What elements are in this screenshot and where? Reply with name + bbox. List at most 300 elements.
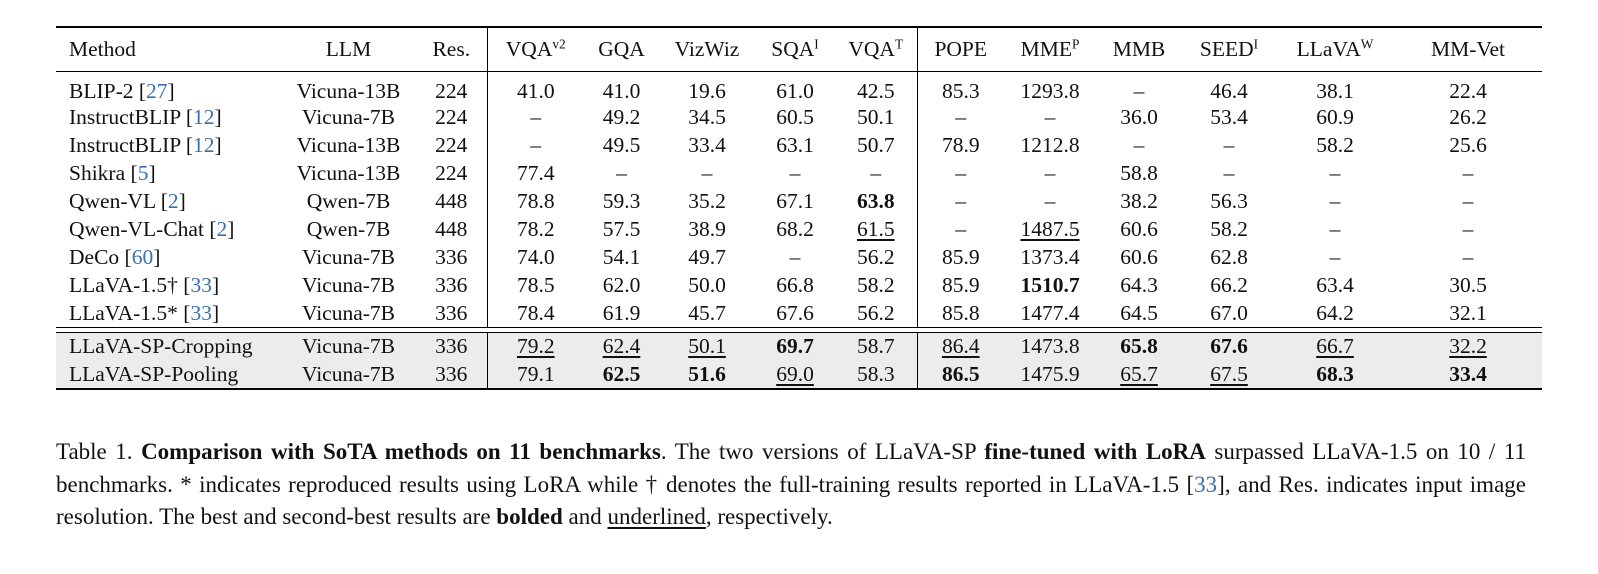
score-value: 59.3 xyxy=(602,189,641,213)
score-value: 78.4 xyxy=(516,300,555,325)
score-cell xyxy=(584,71,659,104)
score-cell xyxy=(835,300,917,328)
score-value: 60.5 xyxy=(776,105,814,129)
caption-text-4: and xyxy=(562,504,608,529)
score-cell xyxy=(487,333,584,361)
score-value: 67.5 xyxy=(1210,361,1248,386)
score-cell xyxy=(1182,244,1276,272)
score-value: – xyxy=(1223,133,1235,157)
score-cell xyxy=(1096,272,1182,300)
score-value: 78.2 xyxy=(516,217,555,241)
score-cell xyxy=(755,361,835,389)
score-value: 85.9 xyxy=(941,245,980,269)
score-value: 63.4 xyxy=(1316,273,1354,297)
score-value: 62.0 xyxy=(602,273,641,297)
score-value: 49.5 xyxy=(602,133,641,157)
score-cell xyxy=(835,244,917,272)
method-cell xyxy=(56,333,281,361)
score-value: 41.0 xyxy=(602,78,641,103)
score-value: – xyxy=(1223,161,1235,185)
method-name: LLaVA-1.5* xyxy=(69,300,178,325)
caption-title: Comparison with SoTA methods on 11 benchmarks xyxy=(141,439,661,464)
score-value: 60.6 xyxy=(1120,245,1158,269)
score-cell xyxy=(584,272,659,300)
score-value: 1475.9 xyxy=(1020,361,1080,386)
score-value: 63.1 xyxy=(776,133,814,157)
method-cell: Qwen-VL [2] xyxy=(69,189,186,213)
score-value: – xyxy=(1044,189,1056,213)
score-cell xyxy=(1394,272,1542,300)
score-value: 1477.4 xyxy=(1020,300,1080,325)
citation-link[interactable]: 5 xyxy=(137,161,149,185)
method-name: DeCo xyxy=(69,245,120,269)
score-cell xyxy=(659,244,755,272)
header-superscript: I xyxy=(1253,36,1259,52)
score-value: 65.8 xyxy=(1120,334,1158,359)
score-value: – xyxy=(870,161,882,185)
caption-text-5: , respectively. xyxy=(705,504,833,529)
llm-cell: Vicuna-13B xyxy=(296,161,401,185)
score-value: – xyxy=(789,161,801,185)
score-cell xyxy=(755,333,835,361)
score-value: – xyxy=(530,133,542,157)
citation-link[interactable]: 12 xyxy=(193,105,215,129)
score-value: 66.8 xyxy=(776,273,814,297)
score-cell xyxy=(1394,188,1542,216)
score-cell xyxy=(1096,188,1182,216)
score-cell xyxy=(1276,132,1394,160)
score-cell xyxy=(1182,333,1276,361)
score-cell xyxy=(659,216,755,244)
score-value: 32.2 xyxy=(1449,334,1487,359)
score-cell xyxy=(659,188,755,216)
table-row xyxy=(56,104,1542,132)
header-label: Res. xyxy=(432,36,471,61)
score-value: 67.0 xyxy=(1210,300,1248,325)
score-cell xyxy=(917,300,1004,328)
score-cell xyxy=(1276,71,1394,104)
score-value: 78.9 xyxy=(941,133,980,157)
score-cell xyxy=(584,104,659,132)
score-cell xyxy=(487,104,584,132)
score-cell xyxy=(1096,244,1182,272)
citation-link[interactable]: 2 xyxy=(167,189,179,213)
score-cell xyxy=(835,104,917,132)
score-cell xyxy=(1004,244,1096,272)
score-cell xyxy=(835,333,917,361)
score-value: 62.8 xyxy=(1210,245,1248,269)
score-cell xyxy=(1276,361,1394,389)
header-cell xyxy=(1096,27,1182,71)
score-cell xyxy=(1394,361,1542,389)
score-cell xyxy=(1096,104,1182,132)
score-cell xyxy=(1276,216,1394,244)
resolution-cell: 224 xyxy=(435,78,468,103)
resolution-cell: 448 xyxy=(435,217,468,241)
table-row xyxy=(56,132,1542,160)
score-value: 69.0 xyxy=(776,361,814,386)
table-row xyxy=(56,272,1542,300)
score-cell xyxy=(1182,132,1276,160)
score-value: – xyxy=(701,161,713,185)
resolution-cell: 224 xyxy=(435,161,468,185)
method-cell: LLaVA-1.5* [33] xyxy=(69,300,220,325)
score-cell xyxy=(584,160,659,188)
score-cell xyxy=(917,160,1004,188)
score-value: 38.9 xyxy=(688,217,726,241)
resolution-cell: 336 xyxy=(435,245,468,269)
method-name: InstructBLIP xyxy=(69,105,181,129)
score-cell xyxy=(1394,104,1542,132)
score-cell xyxy=(1096,71,1182,104)
score-cell xyxy=(487,272,584,300)
score-value: – xyxy=(616,161,627,185)
score-cell xyxy=(1394,333,1542,361)
score-cell xyxy=(659,272,755,300)
score-cell xyxy=(1182,188,1276,216)
score-cell xyxy=(1394,244,1542,272)
baseline-rows xyxy=(56,71,1542,328)
score-value: 50.1 xyxy=(688,334,726,359)
score-cell xyxy=(1096,132,1182,160)
score-value: – xyxy=(1044,105,1056,129)
score-value: 34.5 xyxy=(688,105,726,129)
score-value: 38.2 xyxy=(1120,189,1158,213)
score-cell xyxy=(487,71,584,104)
score-cell xyxy=(659,300,755,328)
method-cell xyxy=(56,361,281,389)
score-cell xyxy=(755,132,835,160)
score-value: 64.3 xyxy=(1120,273,1158,297)
header-cell xyxy=(835,27,917,71)
score-value: – xyxy=(1462,217,1474,241)
score-value: 51.6 xyxy=(688,361,726,386)
score-value: 85.9 xyxy=(941,273,980,297)
header-cell xyxy=(755,27,835,71)
header-label: VQA xyxy=(505,36,553,61)
score-cell xyxy=(487,160,584,188)
score-cell xyxy=(917,104,1004,132)
score-cell xyxy=(835,188,917,216)
score-cell xyxy=(1096,300,1182,328)
header-label: MMB xyxy=(1112,36,1166,61)
score-value: – xyxy=(1329,245,1341,269)
table-row xyxy=(56,160,1542,188)
score-value: 56.2 xyxy=(856,245,895,269)
header-cell xyxy=(416,27,487,71)
table-row xyxy=(56,333,1542,361)
caption-bold-lora: fine-tuned with LoRA xyxy=(984,439,1206,464)
header-cell xyxy=(487,27,584,71)
score-cell xyxy=(487,244,584,272)
score-cell xyxy=(1004,272,1096,300)
caption-bolded-word: bolded xyxy=(496,504,563,529)
score-cell xyxy=(1004,216,1096,244)
score-value: 62.5 xyxy=(602,361,641,386)
llm-cell: Qwen-7B xyxy=(306,217,391,241)
header-label: LLM xyxy=(325,36,372,61)
score-value: 68.2 xyxy=(776,217,814,241)
score-value: 54.1 xyxy=(602,245,641,269)
results-table xyxy=(56,26,1542,390)
score-value: 22.4 xyxy=(1449,78,1487,103)
score-cell xyxy=(917,333,1004,361)
resolution-cell: 336 xyxy=(435,361,468,386)
score-cell xyxy=(1394,160,1542,188)
score-cell xyxy=(584,244,659,272)
llm-cell: Vicuna-7B xyxy=(301,361,396,386)
score-value: 77.4 xyxy=(516,161,555,185)
score-cell xyxy=(487,361,584,389)
citation-link[interactable]: 60 xyxy=(131,245,154,269)
score-value: 26.2 xyxy=(1449,105,1487,129)
score-cell xyxy=(584,300,659,328)
table-row xyxy=(56,188,1542,216)
header-cell xyxy=(659,27,755,71)
header-label: GQA xyxy=(598,36,645,61)
score-value: – xyxy=(1133,133,1145,157)
score-value: 1212.8 xyxy=(1020,133,1080,157)
header-label: Method xyxy=(69,36,136,61)
caption-text-3: ], and Res. indicates input image resolution. The best and second-best results are xyxy=(56,471,1526,529)
score-cell xyxy=(584,333,659,361)
header-row xyxy=(56,27,1542,71)
score-value: 74.0 xyxy=(516,245,555,269)
score-value: – xyxy=(955,105,967,129)
header-superscript: v2 xyxy=(552,36,566,52)
method-name: Qwen-VL-Chat xyxy=(69,217,204,241)
table-row xyxy=(56,300,1542,328)
results-table-container xyxy=(56,26,1542,390)
score-value: 1473.8 xyxy=(1020,334,1080,359)
resolution-cell: 336 xyxy=(435,273,468,297)
score-value: 1373.4 xyxy=(1020,245,1080,269)
score-cell xyxy=(659,104,755,132)
score-value: 19.6 xyxy=(688,78,726,103)
header-label: POPE xyxy=(934,36,988,61)
score-cell xyxy=(755,272,835,300)
score-value: 30.5 xyxy=(1449,273,1487,297)
method-cell: Shikra [5] xyxy=(69,161,156,185)
score-cell xyxy=(487,300,584,328)
score-value: 67.1 xyxy=(776,189,814,213)
score-value: 78.5 xyxy=(516,273,555,297)
header-label: MME xyxy=(1020,36,1072,61)
header-label: SEED xyxy=(1199,36,1254,61)
caption-text-2: surpassed LLaVA-1.5 on 10 / 11 benchmarks. * indicates reproduced results using LoRA while † denotes the full-training results reported in LLaVA-1.5 [ xyxy=(56,439,1526,497)
score-value: 36.0 xyxy=(1120,105,1158,129)
resolution-cell: 448 xyxy=(435,189,468,213)
method-cell: InstructBLIP [12] xyxy=(69,133,222,157)
score-value: 56.2 xyxy=(856,300,895,325)
header-label: SQA xyxy=(771,36,815,61)
score-cell xyxy=(487,216,584,244)
score-cell xyxy=(659,71,755,104)
score-cell xyxy=(917,272,1004,300)
header-label: VQA xyxy=(848,36,895,61)
score-cell xyxy=(1004,132,1096,160)
score-cell xyxy=(917,244,1004,272)
score-cell xyxy=(1394,300,1542,328)
score-cell xyxy=(917,132,1004,160)
score-value: 35.2 xyxy=(688,189,726,213)
score-value: 66.7 xyxy=(1316,334,1354,359)
score-cell xyxy=(487,188,584,216)
header-cell xyxy=(1394,27,1542,71)
score-cell xyxy=(659,160,755,188)
score-value: 1293.8 xyxy=(1020,78,1080,103)
resolution-cell: 224 xyxy=(435,105,468,129)
score-cell xyxy=(835,361,917,389)
score-cell xyxy=(917,216,1004,244)
score-cell xyxy=(1276,104,1394,132)
score-cell xyxy=(1004,71,1096,104)
score-cell xyxy=(755,216,835,244)
header-superscript: W xyxy=(1360,36,1374,52)
score-cell xyxy=(755,188,835,216)
score-cell xyxy=(835,160,917,188)
score-value: 56.3 xyxy=(1210,189,1248,213)
score-value: – xyxy=(1462,161,1474,185)
score-cell xyxy=(1276,333,1394,361)
llm-cell: Vicuna-13B xyxy=(296,133,401,157)
table-row xyxy=(56,71,1542,104)
resolution-cell: 336 xyxy=(435,334,468,359)
score-value: 64.5 xyxy=(1120,300,1158,325)
score-cell xyxy=(1096,216,1182,244)
score-cell xyxy=(1276,244,1394,272)
citation-link[interactable]: 12 xyxy=(193,133,215,157)
score-cell xyxy=(835,132,917,160)
score-value: – xyxy=(955,189,967,213)
score-value: 58.3 xyxy=(856,361,895,386)
score-value: 32.1 xyxy=(1449,300,1487,325)
score-value: 78.8 xyxy=(516,189,555,213)
score-value: 61.5 xyxy=(856,217,895,241)
score-value: 79.2 xyxy=(516,334,555,359)
score-cell xyxy=(659,361,755,389)
score-value: 58.2 xyxy=(856,273,895,297)
score-value: 65.7 xyxy=(1120,361,1158,386)
score-value: – xyxy=(955,161,967,185)
header-cell xyxy=(1004,27,1096,71)
method-name: InstructBLIP xyxy=(69,133,181,157)
method-name: LLaVA-SP-Pooling xyxy=(69,361,239,386)
score-cell xyxy=(1004,188,1096,216)
table-caption xyxy=(56,436,1526,534)
header-cell xyxy=(584,27,659,71)
score-cell xyxy=(1182,71,1276,104)
header-superscript: I xyxy=(814,36,819,52)
table-header xyxy=(56,27,1542,71)
caption-text-1: . The two versions of LLaVA-SP xyxy=(660,439,985,464)
caption-label: Table 1. xyxy=(56,439,133,464)
score-value: 69.7 xyxy=(776,334,814,359)
score-cell xyxy=(1394,132,1542,160)
score-cell xyxy=(1276,188,1394,216)
score-value: 50.0 xyxy=(688,273,726,297)
llm-cell: Vicuna-7B xyxy=(301,334,396,359)
score-value: 60.9 xyxy=(1316,105,1354,129)
score-cell xyxy=(1394,71,1542,104)
header-cell xyxy=(1276,27,1394,71)
score-value: 38.1 xyxy=(1316,78,1354,103)
llm-cell: Vicuna-7B xyxy=(301,245,396,269)
score-value: – xyxy=(1329,161,1341,185)
score-cell xyxy=(1096,160,1182,188)
citation-link[interactable]: 33 xyxy=(190,273,212,297)
header-cell xyxy=(281,27,416,71)
method-cell: DeCo [60] xyxy=(69,245,161,269)
caption-citation-link[interactable]: 33 xyxy=(1194,471,1218,497)
score-cell xyxy=(755,160,835,188)
caption-underlined-word: underlined xyxy=(607,504,706,529)
citation-link[interactable]: 33 xyxy=(190,300,212,325)
method-name: Qwen-VL xyxy=(69,189,156,213)
resolution-cell: 336 xyxy=(435,300,468,325)
score-cell xyxy=(1276,272,1394,300)
score-value: – xyxy=(1044,161,1056,185)
method-name: BLIP-2 xyxy=(69,78,134,103)
score-value: 85.3 xyxy=(941,78,980,103)
score-cell xyxy=(659,333,755,361)
score-value: 25.6 xyxy=(1449,133,1487,157)
citation-link[interactable]: 2 xyxy=(216,217,228,241)
method-cell: LLaVA-1.5† [33] xyxy=(69,273,220,297)
llm-cell: Vicuna-13B xyxy=(296,78,401,103)
score-value: – xyxy=(1133,78,1145,103)
score-cell xyxy=(584,188,659,216)
score-cell xyxy=(1182,300,1276,328)
score-value: 33.4 xyxy=(688,133,726,157)
score-cell xyxy=(755,244,835,272)
header-cell xyxy=(56,27,281,71)
score-value: 86.5 xyxy=(941,361,980,386)
table-row xyxy=(56,244,1542,272)
llm-cell: Qwen-7B xyxy=(306,189,391,213)
score-value: 86.4 xyxy=(941,334,980,359)
score-value: – xyxy=(1462,245,1474,269)
score-cell xyxy=(917,361,1004,389)
method-name: LLaVA-SP-Cropping xyxy=(69,334,253,359)
score-value: 60.6 xyxy=(1120,217,1158,241)
score-value: 66.2 xyxy=(1210,273,1248,297)
method-cell: InstructBLIP [12] xyxy=(69,105,222,129)
score-value: 58.2 xyxy=(1210,217,1248,241)
score-value: 33.4 xyxy=(1449,361,1487,386)
score-cell xyxy=(584,132,659,160)
method-cell: BLIP-2 [27] xyxy=(69,78,175,103)
score-value: 42.5 xyxy=(856,78,895,103)
header-superscript: P xyxy=(1071,36,1080,52)
score-value: 50.1 xyxy=(856,105,895,129)
header-label: MM-Vet xyxy=(1430,36,1506,61)
score-value: 67.6 xyxy=(776,300,814,325)
score-value: 45.7 xyxy=(688,300,726,325)
table-row xyxy=(56,216,1542,244)
header-label: VizWiz xyxy=(674,36,740,61)
score-cell xyxy=(1096,361,1182,389)
score-value: 63.8 xyxy=(856,189,895,213)
score-cell xyxy=(584,216,659,244)
score-cell xyxy=(755,104,835,132)
score-cell xyxy=(1276,160,1394,188)
header-label: LLaVA xyxy=(1296,36,1361,61)
method-cell: Qwen-VL-Chat [2] xyxy=(69,217,235,241)
score-value: 61.0 xyxy=(776,78,814,103)
score-cell xyxy=(1182,361,1276,389)
citation-link[interactable]: 27 xyxy=(146,78,168,103)
